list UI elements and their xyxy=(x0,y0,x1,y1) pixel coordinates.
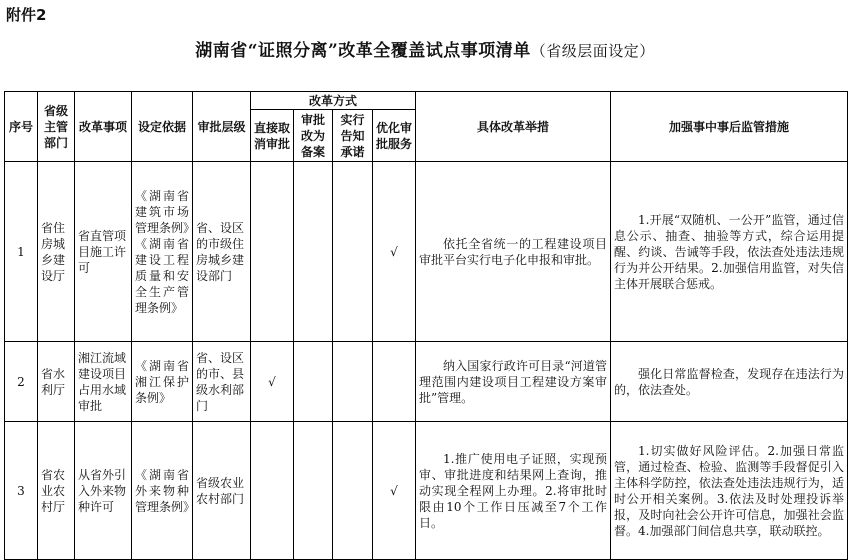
cell-measures: 1.推广使用电子证照，实现预审、审批进度和结果网上查询，推动实现全程网上办理。2.将审批时限由10个工作日压减至7个工作日。 xyxy=(416,422,611,560)
cell-supervision: 1.切实做好风险评估。2.加强日常监管，通过检查、检验、监测等手段督促引入主体科学防控，依法查处违法违规行为，适时公开相关案例。3.依法及时处理投诉举报，及时向社会公开许可信息，加强社会监督。4.加强部门间信息共享，联动联控。 xyxy=(611,422,848,560)
cell-supervision: 1.开展“双随机、一公开”监管，通过信息公示、抽查、抽验等方式，综合运用提醒、约谈、告诫等手段，依法查处违法违规行为并公开结果。2.加强信用监管，对失信主体开展联合惩戒。 xyxy=(611,162,848,342)
cell-dept: 省水利厅 xyxy=(38,342,75,422)
header-item: 改革事项 xyxy=(75,92,132,162)
cell-level: 省、设区的市、县级水利部门 xyxy=(193,342,251,422)
document-title xyxy=(0,36,850,61)
header-method-filing: 审批改为备案 xyxy=(294,110,333,162)
cell-level: 省、设区的市级住房城乡建设部门 xyxy=(193,162,251,342)
attachment-label: 附件2 xyxy=(6,6,47,24)
cell-method-filing xyxy=(294,342,333,422)
cell-item: 湘江流域建设项目占用水域审批 xyxy=(75,342,132,422)
cell-seq: 1 xyxy=(5,162,38,342)
header-basis: 设定依据 xyxy=(132,92,193,162)
cell-method-commitment xyxy=(333,422,373,560)
cell-supervision: 强化日常监督检查，发现存在违法行为的，依法查处。 xyxy=(611,342,848,422)
header-method-commitment: 实行告知承诺 xyxy=(333,110,373,162)
header-supervision: 加强事中事后监管措施 xyxy=(611,92,848,162)
cell-method-optimize xyxy=(373,342,416,422)
cell-method-cancel xyxy=(251,422,294,560)
header-row xyxy=(5,92,848,110)
title-main: 湖南省“证照分离”改革全覆盖试点事项清单 xyxy=(195,41,531,61)
table-row xyxy=(5,162,848,342)
cell-level: 省级农业农村部门 xyxy=(193,422,251,560)
header-dept: 省级主管部门 xyxy=(38,92,75,162)
header-method-cancel: 直接取消审批 xyxy=(251,110,294,162)
cell-method-cancel xyxy=(251,162,294,342)
header-seq: 序号 xyxy=(5,92,38,162)
header-method: 改革方式 xyxy=(251,92,416,110)
cell-measures: 依托全省统一的工程建设项目审批平台实行电子化申报和审批。 xyxy=(416,162,611,342)
cell-method-filing xyxy=(294,422,333,560)
cell-basis: 《湖南省建筑市场管理条例》《湖南省建设工程质量和安全生产管理条例》 xyxy=(132,162,193,342)
cell-seq: 2 xyxy=(5,342,38,422)
cell-method-commitment xyxy=(333,342,373,422)
reform-items-table xyxy=(4,91,848,560)
table-row xyxy=(5,422,848,560)
cell-dept: 省住房城乡建设厅 xyxy=(38,162,75,342)
cell-method-optimize: √ xyxy=(373,422,416,560)
header-measures: 具体改革举措 xyxy=(416,92,611,162)
header-method-optimize: 优化审批服务 xyxy=(373,110,416,162)
cell-basis: 《湖南省湘江保护条例》 xyxy=(132,342,193,422)
cell-method-cancel: √ xyxy=(251,342,294,422)
cell-seq: 3 xyxy=(5,422,38,560)
cell-item: 从省外引入外来物种许可 xyxy=(75,422,132,560)
cell-method-commitment xyxy=(333,162,373,342)
cell-item: 省直管项目施工许可 xyxy=(75,162,132,342)
header-level: 审批层级 xyxy=(193,92,251,162)
cell-dept: 省农业农村厅 xyxy=(38,422,75,560)
cell-method-filing xyxy=(294,162,333,342)
table-row xyxy=(5,342,848,422)
cell-basis: 《湖南省外来物种管理条例》 xyxy=(132,422,193,560)
cell-method-optimize: √ xyxy=(373,162,416,342)
title-sub: （省级层面设定） xyxy=(530,42,655,60)
cell-measures: 纳入国家行政许可目录“河道管理范围内建设项目工程建设方案审批”管理。 xyxy=(416,342,611,422)
